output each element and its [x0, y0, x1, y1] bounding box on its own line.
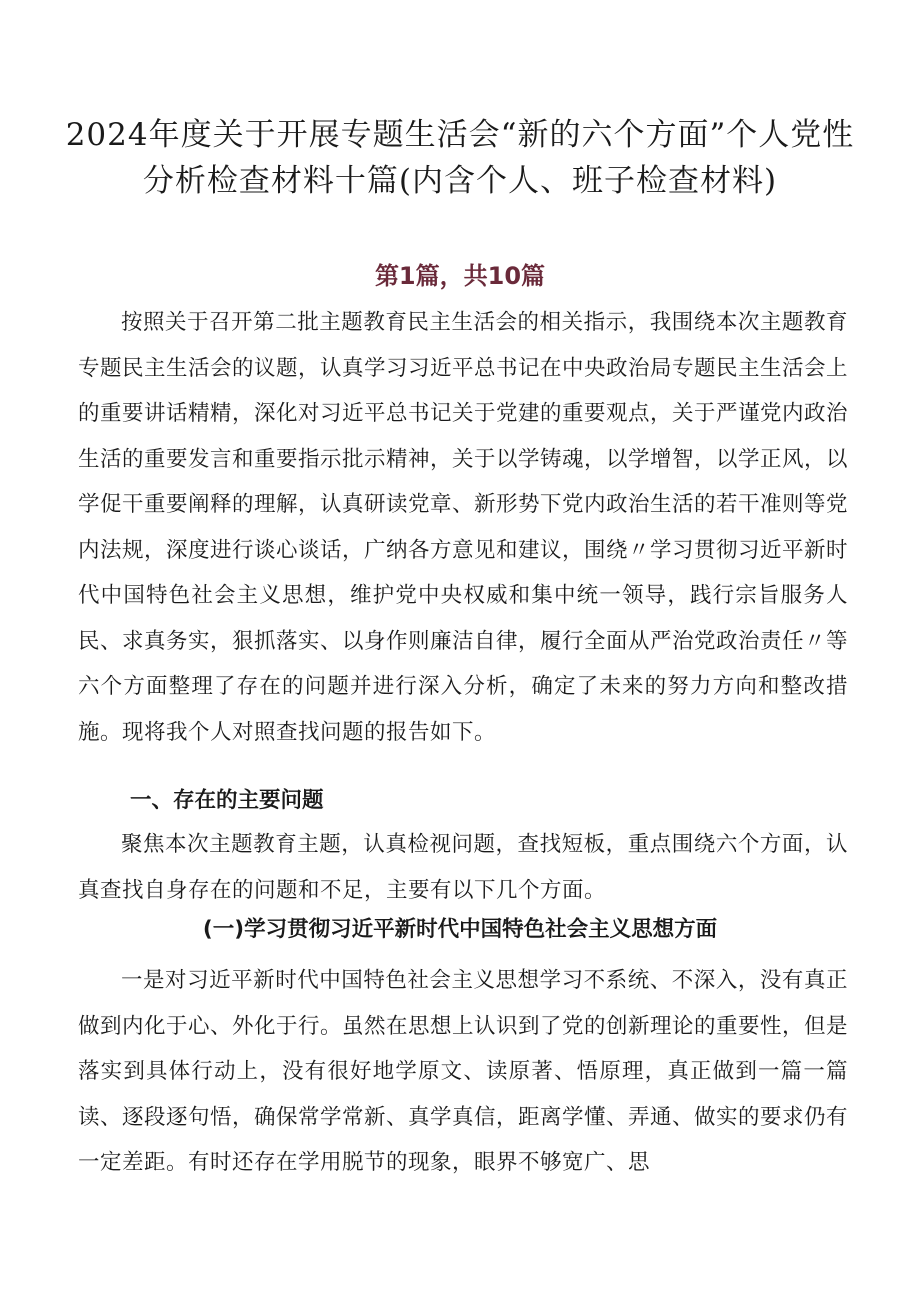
body-paragraph: 一是对习近平新时代中国特色社会主义思想学习不系统、不深入，没有真正做到内化于心、外化于行。虽然在思想上认识到了党的创新理论的重要性，但是落实到具体行动上，没有很好地学原文、读原著、悟原理，真正做到一篇一篇读、逐段逐句悟，确保常学常新、真学真信，距离学懂、弄通、做实的要求仍有一定差距。有时还存在学用脱节的现象，眼界不够宽广、思 [78, 968, 849, 1175]
section-intro-paragraph: 聚焦本次主题教育主题，认真检视问题，查找短板，重点围绕六个方面，认真查找自身存在的问题和不足，主要有以下几个方面。 [78, 832, 848, 903]
part-heading: 第1篇，共10篇 [374, 262, 546, 290]
intro-paragraph: 按照关于召开第二批主题教育民主生活会的相关指示，我围绕本次主题教育专题民主生活会的议题，认真学习习近平总书记在中央政治局专题民主生活会上的重要讲话精精，深化对习近平总书记关于党建的重要观点，关于严谨党内政治生活的重要发言和重要指示批示精神，关于以学铸魂，以学增智，以学正风，以学促干重要阐释的理解，认真研读党章、新形势下党内政治生活的若干准则等党内法规，深度进行谈心谈话，广纳各方意见和建议，围绕〃学习贯彻习近平新时代中国特色社会主义思想，维护党中央权威和集中统一领导，践行宗旨服务人民、求真务实，狠抓落实、以身作则廉洁自律，履行全面从严治党政治责任〃等六个方面整理了存在的问题并进行深入分析，确定了未来的努力方向和整改措施。现将我个人对照查找问题的报告如下。 [78, 310, 849, 745]
subsection-heading: (一)学习贯彻习近平新时代中国特色社会主义思想方面 [202, 917, 718, 942]
section-heading: 一、存在的主要问题 [130, 788, 324, 813]
document-title-line-1: 2024年度关于开展专题生活会“新的六个方面”个人党性 [65, 117, 855, 153]
document-title [60, 112, 860, 204]
document-title-line-2: 分析检查材料十篇(内含个人、班子检查材料) [142, 163, 778, 199]
